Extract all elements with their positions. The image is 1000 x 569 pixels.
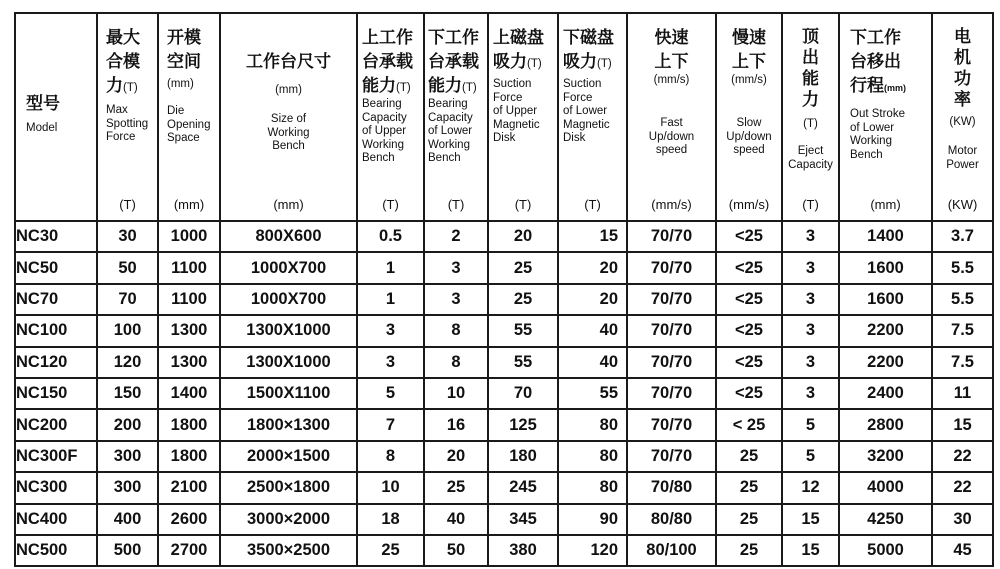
value-cell: 40: [558, 315, 627, 346]
table-row: [15, 347, 993, 378]
value-cell: 5: [782, 409, 839, 440]
header-lower-en3: of Lower: [428, 125, 473, 137]
value-cell: 400: [97, 504, 158, 535]
table-row: [15, 504, 993, 535]
value-cell: 18: [357, 504, 424, 535]
header-fast-en2: Up/down: [648, 130, 695, 143]
value-cell: 2200: [839, 347, 932, 378]
value-cell: 2: [424, 221, 488, 252]
value-cell: 40: [424, 504, 488, 535]
value-cell: 25: [716, 535, 782, 566]
model-cell: NC70: [15, 284, 97, 315]
value-cell: 70/70: [627, 315, 716, 346]
value-cell: 25: [716, 504, 782, 535]
header-lmag-unit: (T): [584, 197, 601, 212]
value-cell: 1000X700: [220, 284, 357, 315]
value-cell: 22: [932, 441, 993, 472]
header-lmag-zh1: 下磁盘: [563, 28, 614, 47]
value-cell: 1: [357, 284, 424, 315]
value-cell: 100: [97, 315, 158, 346]
header-lower-en1: Bearing: [428, 98, 468, 110]
header-lower-unit: (T): [447, 197, 465, 212]
header-upper-en1: Bearing: [362, 98, 402, 110]
value-cell: 70/70: [627, 409, 716, 440]
header-open-zh1: 开模: [167, 28, 201, 47]
value-cell: 2500×1800: [220, 472, 357, 503]
header-stroke-zh2: 台移出: [850, 52, 901, 71]
value-cell: 80/100: [627, 535, 716, 566]
value-cell: 15: [782, 504, 839, 535]
header-eject-zh1: 顶: [802, 27, 819, 46]
value-cell: 3: [357, 315, 424, 346]
value-cell: 2200: [839, 315, 932, 346]
value-cell: 3: [357, 347, 424, 378]
value-cell: 5.5: [932, 284, 993, 315]
value-cell: 70/70: [627, 441, 716, 472]
value-cell: 70/70: [627, 378, 716, 409]
value-cell: 125: [488, 409, 558, 440]
value-cell: 3000×2000: [220, 504, 357, 535]
header-eject-unit: (T): [802, 197, 819, 212]
table-row: [15, 284, 993, 315]
value-cell: 3500×2500: [220, 535, 357, 566]
header-bench-unit: (mm): [273, 197, 304, 212]
value-cell: 5: [782, 441, 839, 472]
value-cell: 70: [97, 284, 158, 315]
header-fast-speed: [627, 13, 716, 221]
header-slow-zh1: 慢速: [732, 28, 766, 47]
value-cell: 300: [97, 472, 158, 503]
value-cell: 20: [558, 252, 627, 283]
value-cell: 345: [488, 504, 558, 535]
header-stroke-en1: Out Stroke: [850, 108, 905, 120]
value-cell: 120: [558, 535, 627, 566]
model-cell: NC30: [15, 221, 97, 252]
header-lower-zhunit: (T): [462, 82, 477, 94]
table-row: [15, 378, 993, 409]
table-row: [15, 409, 993, 440]
header-lower-en2: Capacity: [428, 111, 473, 124]
value-cell: 20: [488, 221, 558, 252]
value-cell: <25: [716, 378, 782, 409]
header-spot-zh3: 力: [106, 76, 123, 95]
value-cell: 70/80: [627, 472, 716, 503]
header-lower-en4: Working: [428, 138, 470, 151]
header-model-en: Model: [26, 122, 58, 134]
model-cell: NC120: [15, 347, 97, 378]
header-lmag-en2: Force: [563, 91, 593, 104]
value-cell: 180: [488, 441, 558, 472]
model-cell: NC300: [15, 472, 97, 503]
table-row: [15, 472, 993, 503]
value-cell: 10: [357, 472, 424, 503]
header-row: [15, 13, 993, 221]
header-fast-en3: speed: [655, 144, 688, 156]
header-lower-zh3: 能力: [428, 76, 462, 95]
value-cell: 3: [782, 252, 839, 283]
header-spot-zh1: 最大: [106, 28, 140, 47]
header-upper-zh2: 台承载: [362, 52, 413, 71]
header-power-unit: (KW): [947, 197, 978, 212]
value-cell: 3: [782, 284, 839, 315]
header-umag-en2: Force: [493, 91, 523, 104]
header-fast-zh1: 快速: [654, 28, 689, 47]
value-cell: 16: [424, 409, 488, 440]
header-die-opening: [158, 13, 220, 221]
header-umag-zh1: 上磁盘: [493, 28, 544, 47]
model-cell: NC300F: [15, 441, 97, 472]
value-cell: 1100: [158, 284, 220, 315]
header-open-en2: Opening: [167, 118, 211, 131]
header-eject-en1: Eject: [797, 145, 824, 157]
value-cell: 80: [558, 472, 627, 503]
header-bench-zh: 工作台尺寸: [246, 52, 331, 71]
value-cell: 5: [357, 378, 424, 409]
model-cell: NC150: [15, 378, 97, 409]
value-cell: 1300X1000: [220, 347, 357, 378]
header-power-en1: Motor: [947, 145, 978, 157]
value-cell: 3: [782, 378, 839, 409]
value-cell: 11: [932, 378, 993, 409]
header-spot-unit: (T): [119, 197, 136, 212]
value-cell: 15: [782, 535, 839, 566]
header-open-en3: Space: [167, 132, 200, 144]
value-cell: 0.5: [357, 221, 424, 252]
model-cell: NC400: [15, 504, 97, 535]
header-bench-en1: Size of: [270, 113, 307, 125]
value-cell: 4000: [839, 472, 932, 503]
table-row: [15, 441, 993, 472]
header-upper-unit: (T): [382, 197, 399, 212]
value-cell: 1600: [839, 252, 932, 283]
value-cell: 50: [424, 535, 488, 566]
value-cell: 500: [97, 535, 158, 566]
value-cell: 2400: [839, 378, 932, 409]
header-slow-zhunit: (mm/s): [731, 74, 767, 86]
header-lmag-en3: of Lower: [563, 105, 608, 117]
table-row: [15, 252, 993, 283]
header-slow-speed: [716, 13, 782, 221]
value-cell: 25: [424, 472, 488, 503]
header-umag-zh2: 吸力: [493, 52, 527, 71]
value-cell: 1600: [839, 284, 932, 315]
header-power-zh2: 机: [954, 48, 971, 67]
value-cell: 2100: [158, 472, 220, 503]
header-model-zh: 型号: [26, 94, 60, 113]
value-cell: 70/70: [627, 221, 716, 252]
header-stroke-zh3: 行程: [850, 76, 884, 95]
value-cell: 800X600: [220, 221, 357, 252]
header-model: [15, 13, 97, 221]
header-upper-zhunit: (T): [396, 82, 411, 94]
value-cell: 8: [357, 441, 424, 472]
value-cell: 70: [488, 378, 558, 409]
header-umag-en1: Suction: [493, 78, 532, 90]
header-open-unit: (mm): [173, 197, 205, 212]
value-cell: 30: [97, 221, 158, 252]
header-open-zh2: 空间: [167, 52, 201, 71]
value-cell: 70/70: [627, 252, 716, 283]
header-slow-en3: speed: [733, 144, 765, 156]
header-upper-en4: Working: [362, 138, 404, 151]
header-umag-unit: (T): [514, 197, 532, 212]
header-power-zh3: 功: [954, 69, 971, 88]
header-eject-capacity: [782, 13, 839, 221]
value-cell: 3: [782, 221, 839, 252]
header-stroke-unit: (mm): [870, 197, 901, 212]
header-bench-en3: Bench: [272, 140, 305, 152]
value-cell: 1100: [158, 252, 220, 283]
value-cell: <25: [716, 221, 782, 252]
header-spot-en2: Spotting: [106, 117, 149, 130]
header-spot-en3: Force: [106, 131, 136, 143]
header-umag-en4: Magnetic: [493, 118, 540, 131]
value-cell: 3: [424, 252, 488, 283]
value-cell: 45: [932, 535, 993, 566]
header-stroke-zh1: 下工作: [850, 28, 901, 47]
header-stroke-en4: Bench: [850, 148, 883, 161]
value-cell: 3: [782, 347, 839, 378]
header-upper-en3: of Upper: [362, 125, 407, 137]
header-out-stroke: [839, 13, 932, 221]
value-cell: 1800: [158, 409, 220, 440]
value-cell: 50: [97, 252, 158, 283]
value-cell: 3: [424, 284, 488, 315]
header-lower-zh1: 下工作: [428, 28, 479, 47]
value-cell: 1500X1100: [220, 378, 357, 409]
header-stroke-zhunit: (mm): [884, 83, 906, 93]
header-upper-en5: Bench: [362, 152, 395, 164]
header-bench-zhunit: (mm): [275, 84, 302, 96]
value-cell: 10: [424, 378, 488, 409]
value-cell: 1800×1300: [220, 409, 357, 440]
header-eject-zh4: 力: [802, 90, 819, 109]
header-fast-en1: Fast: [660, 117, 683, 129]
value-cell: 300: [97, 441, 158, 472]
value-cell: 200: [97, 409, 158, 440]
header-umag-en3: of Upper: [493, 105, 538, 117]
model-cell: NC500: [15, 535, 97, 566]
header-fast-unit: (mm/s): [651, 197, 692, 212]
value-cell: 80: [558, 409, 627, 440]
value-cell: 245: [488, 472, 558, 503]
header-bench-en2: Working: [267, 126, 310, 139]
header-power-zhunit: (KW): [949, 116, 976, 128]
value-cell: 3: [782, 315, 839, 346]
header-upper-bearing: [357, 13, 424, 221]
header-spotting-force: [97, 13, 158, 221]
value-cell: 70/70: [627, 284, 716, 315]
value-cell: 120: [97, 347, 158, 378]
value-cell: 22: [932, 472, 993, 503]
value-cell: 1300: [158, 315, 220, 346]
value-cell: 1: [357, 252, 424, 283]
header-eject-zhunit: (T): [803, 118, 818, 130]
header-slow-zh2: 上下: [732, 52, 766, 71]
value-cell: 5.5: [932, 252, 993, 283]
value-cell: 3200: [839, 441, 932, 472]
value-cell: 1800: [158, 441, 220, 472]
value-cell: 7.5: [932, 315, 993, 346]
header-lower-zh2: 台承载: [428, 52, 479, 71]
value-cell: 55: [488, 315, 558, 346]
value-cell: 15: [558, 221, 627, 252]
header-bench-size: [220, 13, 357, 221]
value-cell: < 25: [716, 409, 782, 440]
value-cell: <25: [716, 284, 782, 315]
header-spot-zhunit: (T): [123, 82, 138, 94]
value-cell: 150: [97, 378, 158, 409]
value-cell: 1300: [158, 347, 220, 378]
value-cell: 90: [558, 504, 627, 535]
value-cell: 25: [357, 535, 424, 566]
header-fast-zhunit: (mm/s): [653, 74, 690, 86]
header-open-zhunit: (mm): [167, 78, 194, 90]
value-cell: 1000: [158, 221, 220, 252]
header-lmag-en5: Disk: [563, 132, 586, 144]
value-cell: <25: [716, 315, 782, 346]
header-lower-bearing: [424, 13, 488, 221]
header-eject-zh2: 出: [802, 48, 819, 67]
header-slow-unit: (mm/s): [728, 197, 770, 212]
value-cell: 4250: [839, 504, 932, 535]
value-cell: 12: [782, 472, 839, 503]
header-stroke-en2: of Lower: [850, 121, 895, 134]
value-cell: 20: [424, 441, 488, 472]
header-upper-magnetic: [488, 13, 558, 221]
table-body: [15, 221, 993, 566]
table-row: [15, 315, 993, 346]
header-upper-zh1: 上工作: [362, 28, 413, 47]
header-power-en2: Power: [946, 158, 979, 171]
header-slow-en2: Up/down: [726, 130, 772, 143]
value-cell: 40: [558, 347, 627, 378]
header-slow-en1: Slow: [736, 117, 762, 129]
value-cell: 7: [357, 409, 424, 440]
value-cell: <25: [716, 252, 782, 283]
value-cell: 380: [488, 535, 558, 566]
header-stroke-en3: Working: [850, 135, 892, 147]
header-fast-zh2: 上下: [654, 52, 689, 71]
value-cell: 25: [716, 441, 782, 472]
value-cell: 5000: [839, 535, 932, 566]
header-upper-zh3: 能力: [362, 76, 396, 95]
header-lower-magnetic: [558, 13, 627, 221]
value-cell: 2700: [158, 535, 220, 566]
value-cell: 15: [932, 409, 993, 440]
model-cell: NC100: [15, 315, 97, 346]
header-upper-en2: Capacity: [362, 111, 407, 124]
table-row: [15, 535, 993, 566]
header-eject-en2: Capacity: [788, 158, 833, 171]
header-umag-zhunit: (T): [527, 58, 542, 70]
value-cell: 8: [424, 347, 488, 378]
header-motor-power: [932, 13, 993, 221]
header-lmag-zh2: 吸力: [563, 52, 597, 71]
value-cell: 70/70: [627, 347, 716, 378]
value-cell: 2000×1500: [220, 441, 357, 472]
header-umag-en5: Disk: [493, 132, 516, 144]
header-lmag-en1: Suction: [563, 78, 602, 90]
header-spot-en1: Max: [106, 104, 128, 116]
value-cell: 25: [488, 284, 558, 315]
model-cell: NC200: [15, 409, 97, 440]
model-cell: NC50: [15, 252, 97, 283]
header-lmag-zhunit: (T): [597, 58, 612, 70]
header-power-zh4: 率: [954, 90, 971, 109]
value-cell: 7.5: [932, 347, 993, 378]
header-eject-zh3: 能: [802, 69, 819, 88]
table-row: [15, 221, 993, 252]
header-lower-en5: Bench: [428, 152, 461, 164]
header-power-zh1: 电: [954, 27, 971, 46]
value-cell: 2800: [839, 409, 932, 440]
value-cell: 25: [488, 252, 558, 283]
value-cell: 1300X1000: [220, 315, 357, 346]
value-cell: <25: [716, 347, 782, 378]
value-cell: 55: [558, 378, 627, 409]
spec-table: [14, 12, 994, 567]
value-cell: 80: [558, 441, 627, 472]
value-cell: 1000X700: [220, 252, 357, 283]
value-cell: 8: [424, 315, 488, 346]
value-cell: 1400: [158, 378, 220, 409]
header-spot-zh2: 合模: [106, 52, 140, 71]
value-cell: 30: [932, 504, 993, 535]
value-cell: 2600: [158, 504, 220, 535]
value-cell: 80/80: [627, 504, 716, 535]
value-cell: 25: [716, 472, 782, 503]
value-cell: 1400: [839, 221, 932, 252]
header-open-en1: Die: [167, 105, 185, 117]
value-cell: 3.7: [932, 221, 993, 252]
value-cell: 55: [488, 347, 558, 378]
value-cell: 20: [558, 284, 627, 315]
header-lmag-en4: Magnetic: [563, 118, 610, 131]
